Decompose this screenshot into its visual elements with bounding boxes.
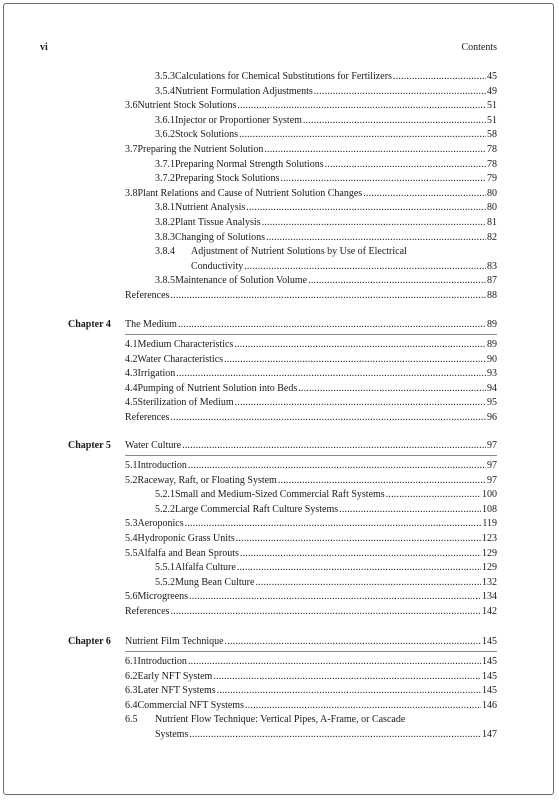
page-ref: 51: [487, 100, 497, 112]
toc-entry[interactable]: [155, 86, 497, 98]
dot-leader: [239, 129, 486, 141]
toc-entry[interactable]: [125, 475, 497, 487]
dot-leader: [170, 412, 486, 424]
section-number: 4.3: [125, 368, 138, 380]
toc-entry[interactable]: [125, 100, 497, 112]
dot-leader: [185, 518, 482, 530]
toc-entry[interactable]: [125, 397, 497, 409]
dot-leader: [278, 475, 486, 487]
toc-entry[interactable]: [155, 159, 497, 171]
toc-entry[interactable]: [155, 202, 497, 214]
page-ref: 88: [487, 290, 497, 301]
dot-leader: [189, 729, 481, 741]
dot-leader: [262, 217, 486, 229]
section-title: Plant Relations and Cause of Nutrient Solution Changes: [137, 187, 363, 199]
section-title: Later NFT Systems: [137, 685, 216, 697]
page-ref: 80: [487, 202, 497, 214]
dot-leader: [176, 368, 486, 380]
dot-leader: [363, 188, 486, 200]
dot-leader: [266, 232, 486, 244]
section-number: 6.4: [125, 699, 138, 711]
section-number: 3.6.1: [155, 114, 175, 126]
page-ref: 87: [487, 275, 497, 287]
chapter-rule: [125, 334, 497, 335]
page-ref: 145: [482, 670, 497, 682]
chapter-label: Chapter 5: [68, 440, 111, 451]
section-number: 4.4: [125, 382, 138, 394]
toc-entry[interactable]: [125, 460, 497, 472]
page-ref: 90: [487, 353, 497, 365]
page-ref: 123: [482, 533, 497, 544]
dot-leader: [325, 159, 486, 171]
section-title-continued: Conductivity: [191, 260, 244, 272]
section-title: Introduction: [137, 460, 187, 471]
section-title: Mung Bean Culture: [175, 576, 255, 588]
toc-entry[interactable]: [125, 591, 497, 603]
section-number: 3.8.2: [155, 217, 175, 228]
section-number: 3.5.3: [155, 71, 175, 82]
section-number: 3.8.5: [155, 275, 175, 287]
section-number: 5.1: [125, 460, 138, 471]
page-ref: 78: [487, 158, 497, 170]
page-ref: 94: [487, 382, 497, 394]
toc-entry[interactable]: [125, 714, 497, 741]
section-number: 3.8: [125, 187, 138, 199]
page-ref: 93: [487, 368, 497, 380]
dot-leader: [303, 115, 486, 127]
toc-entry[interactable]: [155, 71, 497, 83]
dot-leader: [188, 460, 486, 472]
dot-leader: [237, 100, 486, 112]
toc-entry[interactable]: [155, 232, 497, 244]
section-number: 5.2: [125, 474, 138, 486]
dot-leader: [189, 591, 481, 603]
section-number: 4.2: [125, 353, 138, 365]
toc-entry[interactable]: [125, 368, 497, 380]
section-title: Large Commercial Raft Culture Systems: [175, 503, 339, 515]
section-number: 3.5.4: [155, 85, 175, 97]
dot-leader: [178, 319, 486, 331]
toc-entry[interactable]: [155, 115, 497, 127]
toc-entry[interactable]: [125, 290, 497, 302]
page-ref: 146: [482, 699, 497, 711]
toc-entry[interactable]: [125, 685, 497, 697]
toc-entry[interactable]: [125, 548, 497, 560]
toc-entry[interactable]: [125, 518, 497, 530]
section-title: Alfalfa Culture: [175, 562, 236, 574]
references-label: References: [125, 290, 170, 301]
toc-entry[interactable]: [155, 577, 497, 589]
section-title: Aeroponics: [137, 518, 184, 530]
dot-leader: [236, 533, 481, 545]
section-title: Nutrient Flow Technique: Vertical Pipes, A-Frame, or Cascade: [155, 714, 406, 726]
dot-leader: [386, 489, 481, 501]
chapter-title-entry[interactable]: [125, 636, 497, 648]
page-ref: 142: [482, 606, 497, 617]
section-title: Microgreens: [137, 591, 189, 603]
section-number: 5.5.1: [155, 562, 175, 574]
section-number: 5.2.2: [155, 503, 175, 515]
page-ref: 81: [487, 217, 497, 228]
section-number: 5.2.1: [155, 489, 175, 501]
toc-entry[interactable]: [125, 354, 497, 366]
toc-entry[interactable]: [125, 339, 497, 351]
dot-leader: [224, 354, 486, 366]
section-title: Small and Medium-Sized Commercial Raft Systems: [175, 489, 385, 501]
section-title: Adjustment of Nutrient Solutions by Use of Electrical: [191, 246, 407, 258]
section-title: Raceway, Raft, or Floating System: [137, 474, 277, 486]
page-ref: 145: [482, 656, 497, 667]
section-title: Commercial NFT Systems: [137, 699, 244, 711]
section-title: Nutrient Analysis: [175, 202, 246, 214]
page-ref: 96: [487, 412, 497, 423]
dot-leader: [314, 86, 486, 98]
page-ref: 97: [487, 440, 497, 451]
section-title: Alfalfa and Bean Sprouts: [137, 547, 239, 559]
toc-entry[interactable]: [125, 533, 497, 545]
toc-entry[interactable]: [125, 383, 497, 395]
section-title: Preparing Stock Solutions: [175, 173, 280, 185]
section-title: Irrigation: [137, 368, 176, 380]
dot-leader: [255, 577, 481, 589]
section-title: Injector or Proportioner System: [175, 114, 302, 126]
dot-leader: [308, 275, 486, 287]
page-ref: 45: [487, 71, 497, 82]
section-title: Plant Tissue Analysis: [175, 217, 261, 228]
dot-leader: [188, 656, 481, 668]
chapter-title-entry[interactable]: [125, 319, 497, 331]
chapter-title-entry[interactable]: [125, 440, 497, 452]
page-ref: 134: [482, 591, 497, 603]
section-number: 3.6: [125, 100, 138, 112]
page-ref: 145: [482, 636, 497, 647]
toc-entry[interactable]: [125, 188, 497, 200]
references-label: References: [125, 606, 170, 617]
page-ref: 49: [487, 85, 497, 97]
section-title: Preparing Normal Strength Solutions: [175, 158, 324, 170]
section-number: 6.2: [125, 670, 138, 682]
section-title: Calculations for Chemical Substitutions for Fertilizers: [175, 71, 392, 82]
page-ref: 89: [487, 339, 497, 350]
toc-entry[interactable]: [125, 144, 497, 156]
section-number: 5.5.2: [155, 576, 175, 588]
dot-leader: [240, 548, 481, 560]
dot-leader: [298, 383, 486, 395]
page-number: vi: [40, 42, 48, 53]
toc-entry[interactable]: [125, 606, 497, 618]
section-number: 3.7: [125, 144, 138, 155]
section-title: Water Culture: [125, 440, 182, 451]
section-number: 4.1: [125, 339, 138, 350]
toc-entry[interactable]: [125, 671, 497, 683]
section-number: 5.4: [125, 533, 138, 544]
page-ref: 51: [487, 114, 497, 126]
chapter-label: Chapter 6: [68, 636, 111, 647]
section-title-continued: Systems: [155, 728, 189, 740]
section-title: Nutrient Film Technique: [125, 636, 224, 647]
page-ref: 97: [487, 474, 497, 486]
section-number: 3.8.1: [155, 202, 175, 214]
section-title: Preparing the Nutrient Solution: [137, 144, 264, 155]
section-number: 3.8.4: [155, 246, 175, 258]
section-title: Medium Characteristics: [137, 339, 234, 350]
section-number: 3.7.2: [155, 173, 175, 185]
toc-entry[interactable]: [155, 246, 497, 273]
section-title: Nutrient Formulation Adjustments: [175, 85, 313, 97]
page-ref: 80: [487, 187, 497, 199]
page-ref: 132: [482, 576, 497, 588]
section-number: 3.6.2: [155, 129, 175, 141]
dot-leader: [393, 71, 486, 83]
dot-leader: [237, 562, 481, 574]
section-number: 5.3: [125, 518, 138, 530]
page-ref: 145: [482, 685, 497, 697]
running-title: Contents: [461, 42, 497, 53]
toc-entry[interactable]: [125, 700, 497, 712]
dot-leader: [170, 606, 481, 618]
section-title: Introduction: [137, 656, 187, 667]
dot-leader: [225, 636, 481, 648]
toc-entry[interactable]: [155, 217, 497, 229]
section-number: 6.3: [125, 685, 138, 697]
dot-leader: [339, 504, 481, 516]
page-ref: 100: [482, 489, 497, 501]
chapter-rule: [125, 651, 497, 652]
page-ref: 78: [487, 144, 497, 155]
dot-leader: [170, 290, 486, 302]
page-ref: 89: [487, 319, 497, 330]
page-ref: 129: [482, 547, 497, 559]
section-number: 5.5: [125, 547, 138, 559]
page-ref: 119: [482, 518, 497, 530]
toc-entry[interactable]: [155, 173, 497, 185]
dot-leader: [235, 397, 486, 409]
section-number: 6.5: [125, 714, 138, 726]
section-title: Nutrient Stock Solutions: [137, 100, 237, 112]
page-ref: 97: [487, 460, 497, 471]
dot-leader: [246, 202, 486, 214]
chapter-label: Chapter 4: [68, 319, 111, 330]
dot-leader: [245, 700, 481, 712]
chapter-rule: [125, 455, 497, 456]
section-title: Pumping of Nutrient Solution into Beds: [137, 382, 298, 394]
dot-leader: [280, 173, 486, 185]
toc-entry[interactable]: [155, 129, 497, 141]
toc-entry[interactable]: [155, 504, 497, 516]
page-ref: 129: [482, 562, 497, 574]
page-ref: 82: [487, 231, 497, 243]
dot-leader: [234, 339, 486, 351]
page-ref: 108: [482, 503, 497, 515]
toc-entry[interactable]: [125, 656, 497, 668]
section-title: Stock Solutions: [175, 129, 239, 141]
dot-leader: [182, 440, 486, 452]
section-title: Early NFT System: [137, 670, 213, 682]
toc-entry[interactable]: [125, 412, 497, 424]
dot-leader: [244, 261, 486, 273]
dot-leader: [213, 671, 481, 683]
section-title: The Medium: [125, 319, 177, 330]
toc-entry[interactable]: [155, 275, 497, 287]
section-title: Water Characteristics: [137, 353, 224, 365]
section-number: 3.7.1: [155, 158, 175, 170]
section-title: Changing of Solutions: [175, 231, 266, 243]
toc-entry[interactable]: [155, 562, 497, 574]
section-title: Sterilization of Medium: [137, 397, 234, 409]
section-title: Hydroponic Grass Units: [137, 533, 235, 544]
section-number: 4.5: [125, 397, 138, 409]
section-number: 3.8.3: [155, 231, 175, 243]
page-ref: 79: [487, 173, 497, 185]
section-number: 6.1: [125, 656, 138, 667]
page-ref: 95: [487, 397, 497, 409]
section-number: 5.6: [125, 591, 138, 603]
dot-leader: [217, 685, 481, 697]
page-ref: 147: [482, 728, 497, 740]
page-ref: 58: [487, 129, 497, 141]
page-ref: 83: [487, 260, 497, 272]
references-label: References: [125, 412, 170, 423]
dot-leader: [264, 144, 486, 156]
toc-entry[interactable]: [155, 489, 497, 501]
section-title: Maintenance of Solution Volume: [175, 275, 308, 287]
